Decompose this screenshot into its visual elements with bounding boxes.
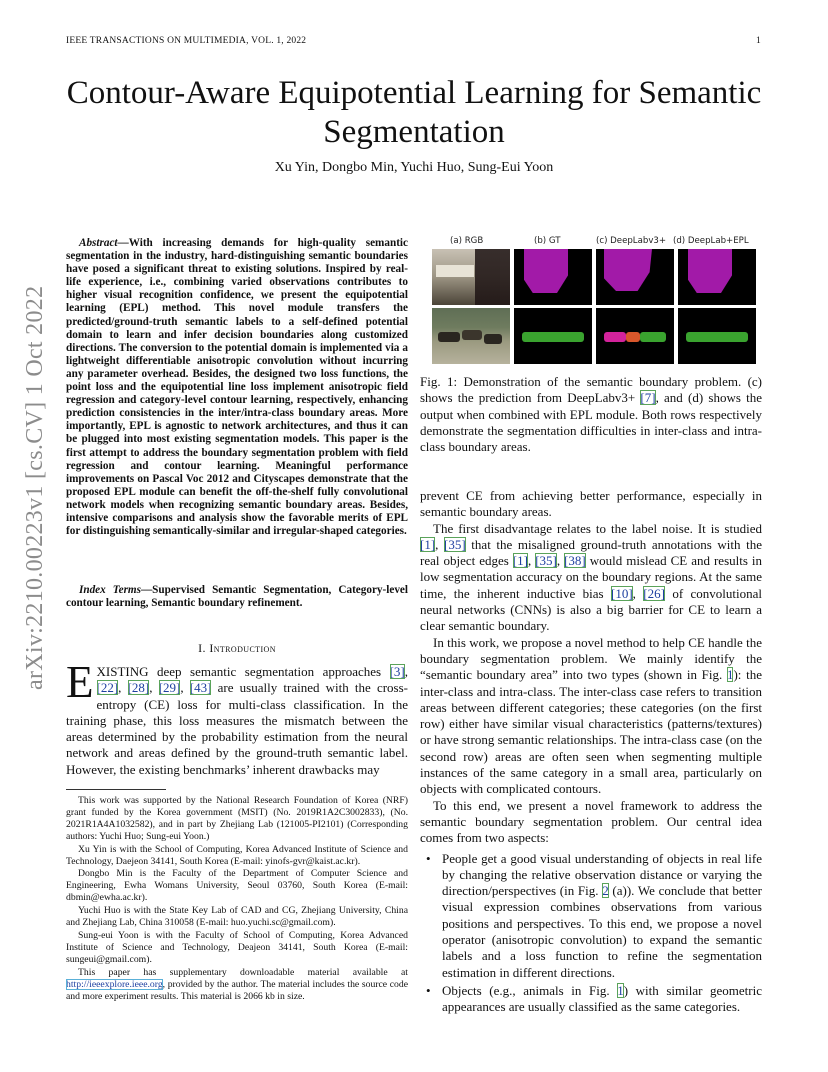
caption-text: Demonstration of the semantic boundary problem. (c) shows the prediction from DeepLabv3+ [420,374,762,406]
paragraph: prevent CE from achieving better performance, especially in semantic boundary areas. [420,488,762,520]
citation-link[interactable]: [3] [389,664,405,679]
epl-mask-bottle [678,249,756,305]
citation-link[interactable]: [35] [535,553,557,569]
abstract [66,237,408,538]
footnote-text: This paper has supplementary downloadable material available at [78,966,408,978]
body-text: would mislead CE and results in low segmentation accuracy on the boundary regions. At the same time, the inherent inductive bias [420,553,763,601]
list-item [420,851,762,981]
body-text: that the misaligned ground-truth annotations with the real object edges [420,536,763,569]
figure-column-labels [432,236,762,250]
section-title: Introduction [209,641,276,655]
intro-text: , [149,680,159,696]
figure-link[interactable]: 1 [617,982,624,998]
footnote-author: Yuchi Huo is with the State Key Lab of CAD and CG, Zhejiang University, China and Zhejiang Lab, China 310058 (E-mail: huo.yuchi.sc@gmail.com). [66,905,408,929]
page-number: 1 [756,36,761,46]
caption-text: , and (d) shows the output when combined with EPL module. Both rows respectively demonstrate the segmentation difficulties in inter-class and intra-class boundary areas. [420,390,762,455]
footnote-text: , provided by the author. The material includes the source code and more experiment results. This material is 2066 kb in size. [66,978,408,1002]
bottle-label-shape [436,265,474,277]
figure-link[interactable]: 2 [602,883,609,899]
body-text: The first disadvantage relates to the label noise. It is studied [433,520,762,536]
fig-label-gt: (b) GT [534,236,561,246]
rgb-image-cows [432,308,510,364]
index-terms [66,584,408,610]
body-text: , [435,536,445,552]
paragraph: To this end, we present a novel framework to address the semantic boundary segmentation problem. Our central idea comes from two aspects: [420,797,762,846]
deeplab-mask-bottle [596,249,674,305]
list-item [420,983,762,1016]
deeplab-orange-region [626,332,640,342]
right-column-body [420,488,762,1018]
citation-link[interactable]: [28] [127,680,150,696]
abstract-lead: Abstract [79,237,118,249]
figure-1-grid [432,249,762,364]
intro-text: , [180,680,190,696]
intro-text: deep semantic segmentation approaches [148,664,390,679]
citation-link[interactable]: [29] [158,680,181,696]
epl-mask-cows [678,308,756,364]
running-header: IEEE TRANSACTIONS ON MULTIMEDIA, VOL. 1, 2022 [66,36,307,46]
cow-shape [462,330,482,340]
fig-label-rgb: (a) RGB [450,236,484,246]
body-text: Objects (e.g., animals in Fig. [442,982,618,998]
citation-link[interactable]: [1] [512,553,528,569]
citation-link[interactable]: [22] [96,680,119,696]
section-heading [66,641,408,656]
abstract-body: —With increasing demands for high-quality semantic segmentation in the industry, hard-distinguishing semantic boundaries have posed a significant threat to existing solutions. Inspired by real-life experience, i.e., combining varied observations contributes to higher visual recognition confidence, we present the equipotential learning (EPL) method. This novel module transfers the predicted/ground-truth semantic labels to a self-defined potential domain to learn and infer decision boundaries along customized directions. The conversion to the potential domain is implemented via a lightweight differentiable anisotropic convolution without incurring any parameter overhead. Besides, the designed two loss functions, the point loss and the equipotential line loss implement anisotropic field regression and category-level contour learning, respectively, enhancing prediction consistencies in the inter/intra-class boundary areas. More importantly, EPL is agnostic to network architectures, and thus it can be plugged into most existing segmentation models. This paper is the first attempt to address the boundary segmentation problem with field regression and contour learning. Meaningful performance improvements on Pascal Voc 2012 and Cityscapes demonstrate that the proposed EPL module can benefit the off-the-shelf fully convolutional network models when recognizing semantic boundary areas. Besides, intensive comparisons and analysis show the favorable merits of EPL for distinguishing semantically-similar and irregular-shaped categories. [66,237,408,538]
gt-purple-region [524,249,568,293]
citation-link[interactable]: [26] [643,585,665,601]
footnote-rule [66,789,166,790]
footnotes [66,795,408,1003]
citation-link[interactable]: [43] [189,680,212,696]
epl-purple-region [688,249,732,293]
deeplab-pink-region [604,332,626,342]
deeplab-green-region [640,332,666,342]
ieee-link[interactable]: http://ieeexplore.ieee.org [66,978,163,990]
intro-text: , [118,680,128,696]
footnote-funding: This work was supported by the National Research Foundation of Korea (NRF) grant funded by the Korea government (MSIT) (No. 2019R1A2C3002833), (No. 2021R1A4A1032582), and in part by Zhejiang Lab (121005-PI2101) (Corresponding authors: Yuchi Huo; Sung-eui Yoon.) [66,795,408,842]
figure-caption [420,374,762,455]
body-text: (a)). We conclude that better visual expression combines observations from various positions and perspectives. To this end, we propose a novel operator (anisotropic convolution) to expand the semantic labels and a loss function to refine the segmentation estimation in different directions. [442,883,763,980]
fig-label-deeplabv3: (c) DeepLabv3+ [596,236,667,246]
author-list: Xu Yin, Dongbo Min, Yuchi Huo, Sung-Eui Yoon [274,160,554,175]
deeplab-mask-cows [596,308,674,364]
body-text: , [527,553,536,569]
body-text: , [632,585,644,601]
footnote-supplementary [66,967,408,1003]
aspect-list [420,851,762,1016]
body-text: of convolutional neural networks (CNNs) is also a big barrier for CE to learn a clear semantic boundary. [420,585,762,634]
citation-link[interactable]: [38] [564,553,586,569]
paragraph [420,635,762,798]
body-text: ) with similar geometric appearances are usually classified as the same categories. [442,982,762,1015]
gt-mask-cows [514,308,592,364]
epl-green-region [686,332,748,342]
intro-text: are usually trained with the cross-entropy (CE) loss for multi-class classification. In the training phase, this loss measures the mismatch between the areas determined by the probability estimation from the neural network and areas defined by the ground-truth semantic label. However, the existing benchmarks’ inherent drawbacks may [66,680,409,777]
gt-mask-bottle [514,249,592,305]
footnote-author: Sung-eui Yoon is with the Faculty of School of Computing, Korea Advanced Institute of Science and Technology, Deajeon 34141, South Korea (E-mail: sungeui@gmail.com). [66,929,408,965]
body-text: ): the inter-class and intra-class. The inter-class case refers to transition areas between different categories; these categories (on the first row) either have similar visual characteristics (patterns/textures) or have strong semantic relationships. The intra-class case (on the second row) areas are often seen when segmenting multiple instances of the same category in a small area, particularly on objects with complicated contours. [420,667,762,797]
intro-caps: XISTING [96,664,149,679]
citation-link[interactable]: [1] [420,536,436,552]
body-text: In this work, we propose a novel method to help CE handle the boundary segmentation problem. We mainly identify the “semantic boundary area” into two types (shown in Fig. [420,634,762,683]
paper-title: Contour-Aware Equipotential Learning for Semantic Segmentation [66,75,762,150]
caption-lead: Fig. 1: [420,374,464,389]
body-text: , [556,553,565,569]
arxiv-stamp: arXiv:2210.00223v1 [cs.CV] 1 Oct 2022 [22,285,48,690]
rgb-image-bottle [432,249,510,305]
index-terms-body: —Supervised Semantic Segmentation, Category-level contour learning, Semantic boundary refinement. [66,584,408,610]
fig-label-epl: (d) DeepLab+EPL [673,236,749,246]
index-terms-lead: Index Terms [79,584,141,596]
citation-link[interactable]: [7] [640,390,656,406]
footnote-author: Dongbo Min is the Faculty of the Department of Computer Science and Engineering, Ewha Womans University, Seoul 03760, South Korea (E-mail: dbmin@ewha.ac.kr). [66,868,408,904]
figure-link[interactable]: 1 [726,667,734,683]
intro-text: , [404,664,408,679]
citation-link[interactable]: [10] [610,585,633,601]
gt-green-region [522,332,584,342]
deeplab-purple-region [604,249,652,291]
cow-shape [438,332,460,342]
paragraph [420,521,762,635]
section-number: I. [198,641,210,655]
introduction-paragraph [66,657,409,778]
footnote-author: Xu Yin is with the School of Computing, Korea Advanced Institute of Science and Technology, Daejeon 34141, South Korea (E-mail: yinofs-gvr@kaist.ac.kr). [66,843,408,867]
body-text: People get a good visual understanding of objects in real life by changing the relative observation distance or varying the direction/perspectives (in Fig. [442,850,762,899]
cow-shape [484,334,502,344]
citation-link[interactable]: [35] [444,536,466,552]
drop-cap: E [66,657,94,707]
